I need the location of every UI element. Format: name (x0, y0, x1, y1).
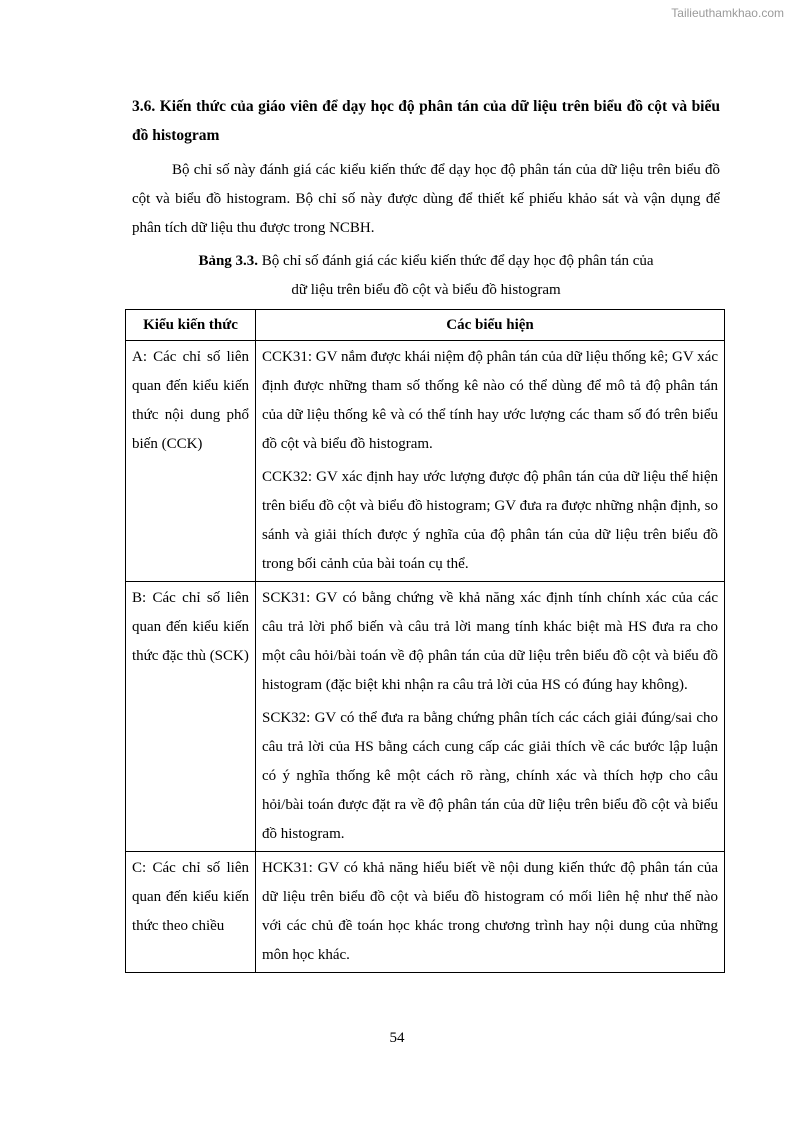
table-caption-text-1: Bộ chỉ số đánh giá các kiểu kiến thức để dạy học độ phân tán của (261, 253, 654, 269)
table-row (126, 341, 725, 582)
table-row (126, 852, 725, 973)
row-a-type: A: Các chỉ số liên quan đến kiểu kiến thức nội dung phổ biến (CCK) (126, 341, 256, 582)
table-header-row (126, 310, 725, 341)
row-c-desc (256, 852, 725, 973)
entry-hck31: HCK31: GV có khả năng hiểu biết về nội dung kiến thức độ phân tán của dữ liệu trên biểu đồ cột và biểu đồ histogram có mối liên hệ như thế nào với các chủ đề toán học khác trong chương trình hay nội dung của những môn học khác. (262, 860, 718, 963)
entry-sck32: SCK32: GV có thể đưa ra bằng chứng phân tích các cách giải đúng/sai cho câu trả lời của HS bằng cách cung cấp các giải thích về các bước lập luận có ý nghĩa thống kê một cách rõ ràng, chính xác và thích hợp cho câu hỏi/bài toán được đặt ra về độ phân tán của dữ liệu trên biểu đồ cột và biểu đồ histogram. (262, 710, 718, 842)
table-caption (132, 247, 720, 305)
entry-cck32: CCK32: GV xác định hay ước lượng được độ phân tán của dữ liệu thể hiện trên biểu đồ cột và biểu đồ histogram; GV đưa ra được những nhận định, so sánh và giải thích được ý nghĩa của độ phân tán của dữ liệu trên biểu đồ trong bối cảnh của bài toán cụ thể. (262, 469, 718, 572)
section-heading: 3.6. Kiến thức của giáo viên để dạy học độ phân tán của dữ liệu trên biểu đồ cột và biểu đồ histogram (132, 98, 720, 144)
indicator-table (125, 309, 725, 973)
entry-sck31: SCK31: GV có bằng chứng về khả năng xác định tính chính xác của các câu trả lời phổ biến và câu trả lời mang tính khác biệt mà HS đưa ra cho một câu hỏi/bài toán về độ phân tán của dữ liệu trên biểu đồ cột và biểu đồ histogram (đặc biệt khi nhận ra câu trả lời của HS có đúng hay không). (262, 590, 718, 693)
header-knowledge-type: Kiểu kiến thức (126, 310, 256, 341)
section-paragraph: Bộ chỉ số này đánh giá các kiểu kiến thức để dạy học độ phân tán của dữ liệu trên biểu đồ cột và biểu đồ histogram. Bộ chỉ số này được dùng để thiết kế phiếu khảo sát và vận dụng để phân tích dữ liệu thu được trong NCBH. (132, 162, 720, 236)
page-number: 54 (389, 1030, 405, 1046)
table-row (126, 582, 725, 852)
entry-cck31: CCK31: GV nắm được khái niệm độ phân tán của dữ liệu thống kê; GV xác định được những tham số thống kê nào có thể dùng để mô tả độ phân tán của dữ liệu thống kê và có thể tính hay ước lượng các tham số đó trên biểu đồ cột và biểu đồ histogram. (262, 349, 718, 452)
header-manifestations: Các biểu hiện (256, 310, 725, 341)
watermark: Tailieuthamkhao.com (671, 6, 784, 20)
table-caption-label: Bảng 3.3. (198, 253, 259, 269)
table-caption-text-2: dữ liệu trên biểu đồ cột và biểu đồ histogram (291, 282, 561, 298)
row-c-type: C: Các chỉ số liên quan đến kiểu kiến thức theo chiều (126, 852, 256, 973)
section (132, 92, 720, 305)
row-b-type: B: Các chỉ số liên quan đến kiểu kiến thức đặc thù (SCK) (126, 582, 256, 852)
row-a-desc (256, 341, 725, 582)
row-b-desc (256, 582, 725, 852)
table-caption-line-1 (132, 247, 720, 276)
